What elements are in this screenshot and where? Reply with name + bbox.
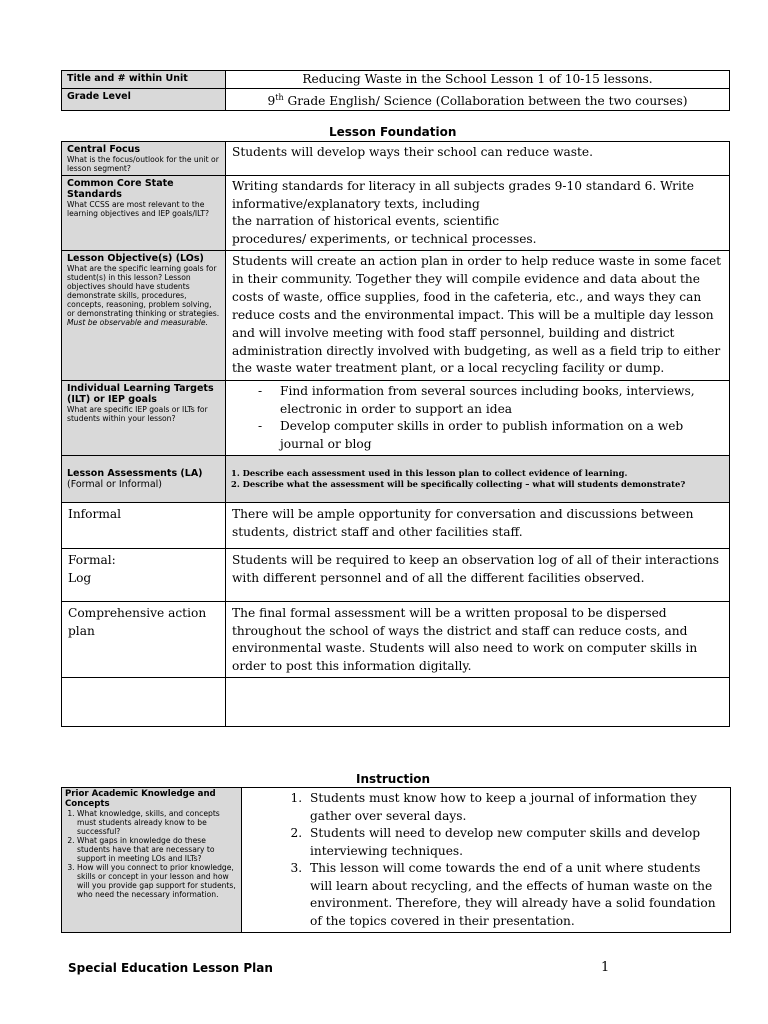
la-title: Lesson Assessments (LA) (67, 468, 203, 480)
lo-desc: What are the specific learning goals for student(s) in this lesson? Lesson objectives should have students demonstrate skills, procedures, concepts, reasoning, problem solving, or demonstrating thinking or strategies. (67, 264, 220, 318)
ilt-list (232, 383, 723, 453)
pak-question: 1. What knowledge, skills, and concepts must students already know to be successful? (77, 809, 238, 836)
assessment-label-text: Formal: (68, 553, 116, 568)
la-sub: (Formal or Informal) (67, 479, 162, 491)
assessment-text: The final formal assessment will be a written proposal to be dispersed throughout the school of ways the district and staff can reduce costs, and environmental waste. Students will also need to work on computer skills in order to post this information digitally. (226, 602, 730, 678)
title-table (61, 70, 730, 111)
grade-value (226, 89, 730, 111)
la-instructions (226, 456, 730, 503)
page-number: 1 (601, 960, 610, 975)
ccss-title: Common Core State Standards (67, 178, 174, 200)
assessment-label-text-2: Log (68, 570, 92, 585)
ccss-line-3: procedures/ experiments, or technical processes. (232, 231, 537, 246)
instruction-heading: Instruction (356, 772, 431, 786)
central-focus-desc: What is the focus/outlook for the unit or lesson segment? (67, 155, 219, 173)
central-focus-title: Central Focus (67, 144, 141, 155)
ilt-item: - Develop computer skills in order to publish information on a web journal or blog (280, 418, 723, 453)
ilt-item: - Find information from several sources including books, interviews, electronic in order to support an idea (280, 383, 723, 418)
assessment-label-text: Comprehensive action plan (68, 606, 207, 638)
pak-title: Prior Academic Knowledge and Concepts (65, 789, 216, 809)
pak-cell (62, 788, 242, 933)
lo-title: Lesson Objective(s) (LOs) (67, 253, 204, 264)
central-focus-cell (62, 142, 226, 176)
title-label: Title and # within Unit (62, 71, 226, 89)
la-instruction-2: 2. Describe what the assessment will be specifically collecting – what will students demonstrate? (231, 479, 686, 490)
empty-cell (62, 678, 226, 727)
grade-rest: Grade English/ Science (Collaboration between the two courses) (283, 94, 688, 109)
pak-item: 3. This lesson will come towards the end of a unit where students will learn about recycling, and the effects of human waste on the environment. Therefore, they will already have a solid foundation of the topics covered in their presentation. (306, 860, 724, 930)
pak-item: 2. Students will need to develop new computer skills and develop interviewing techniques. (306, 825, 724, 860)
ccss-desc: What CCSS are most relevant to the learning objectives and IEP goals/ILT? (67, 200, 210, 218)
foundation-table (61, 141, 730, 727)
ccss-line-1: Writing standards for literacy in all subjects grades 9-10 standard 6. Write informative/explanatory texts, including (232, 179, 694, 211)
pak-value (242, 788, 731, 933)
lo-value: Students will create an action plan in order to help reduce waste in some facet in their community. Together they will compile evidence and data about the costs of waste, office supplies, food in the cafeteria, etc., and ways they can reduce costs and the environmental impact. This will be a multiple day lesson and will involve meeting with food staff personnel, building and district administration directly involved with budgeting, as well as a field trip to either the waste water treatment plant, or a local recycling facility or dump. (226, 251, 730, 381)
grade-sup: th (275, 93, 284, 102)
assessment-text: Students will be required to keep an observation log of all of their interactions with different personnel and of all the different facilities observed. (226, 549, 730, 602)
ccss-value (226, 176, 730, 251)
ilt-desc: What are specific IEP goals or ILTs for students within your lesson? (67, 405, 208, 424)
pak-list (242, 790, 724, 930)
lesson-objectives-cell (62, 251, 226, 381)
assessment-label (62, 602, 226, 678)
ilt-cell (62, 381, 226, 456)
ilt-title: Individual Learning Targets (ILT) or IEP goals (67, 383, 214, 406)
lesson-foundation-heading: Lesson Foundation (329, 125, 457, 139)
la-instruction-1: 1. Describe each assessment used in this lesson plan to collect evidence of learning. (231, 468, 628, 479)
instruction-table (61, 787, 731, 933)
pak-questions (65, 809, 238, 899)
grade-label: Grade Level (62, 89, 226, 111)
assessment-text: There will be ample opportunity for conversation and discussions between students, district staff and other facilities staff. (226, 503, 730, 549)
lo-note: Must be observable and measurable. (67, 318, 208, 327)
assessment-label-text: Informal (68, 507, 122, 522)
ccss-line-2: the narration of historical events, scientific (232, 214, 500, 228)
grade-number: 9 (267, 94, 276, 109)
la-cell (62, 456, 226, 503)
assessment-label (62, 503, 226, 549)
pak-question: 2. What gaps in knowledge do these students have that are necessary to support in meeting LOs and ILTs? (77, 836, 238, 863)
ilt-value (226, 381, 730, 456)
pak-item: 1. Students must know how to keep a journal of information they gather over several days. (306, 790, 724, 825)
empty-cell (226, 678, 730, 727)
assessment-label (62, 549, 226, 602)
title-value: Reducing Waste in the School Lesson 1 of 10-15 lessons. (226, 71, 730, 89)
footer-title: Special Education Lesson Plan (68, 961, 273, 975)
ccss-cell (62, 176, 226, 251)
pak-question: 3. How will you connect to prior knowledge, skills or concept in your lesson and how will you provide gap support for students, who need the necessary information. (77, 863, 238, 899)
central-focus-value: Students will develop ways their school can reduce waste. (226, 142, 730, 176)
